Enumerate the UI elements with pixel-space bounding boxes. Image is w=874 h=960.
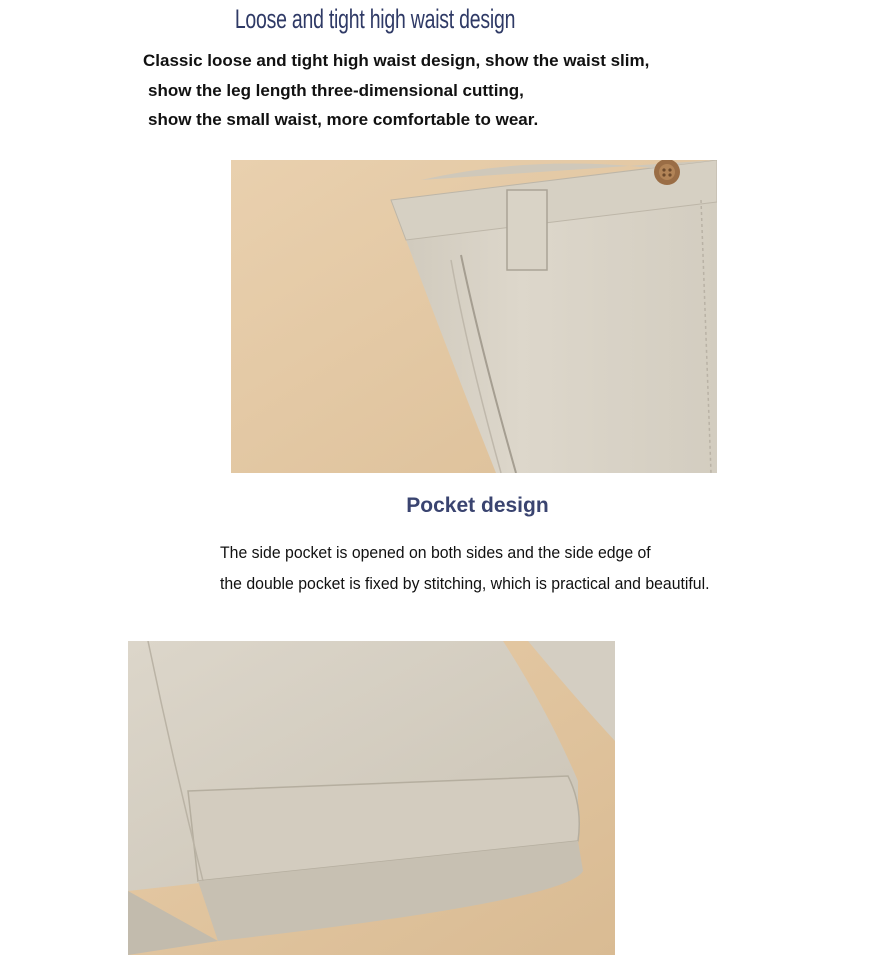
- hem-photo: [128, 641, 615, 955]
- waist-line-1: Classic loose and tight high waist design, show the waist slim,: [143, 51, 650, 70]
- waist-photo: [231, 160, 717, 473]
- pocket-description: [220, 538, 797, 599]
- waist-description: [143, 46, 743, 135]
- pocket-line-2: the double pocket is fixed by stitching, which is practical and beautiful.: [220, 573, 710, 593]
- waist-line-3: show the small waist, more comfortable to wear.: [148, 110, 539, 129]
- section-title-waist: Loose and tight high waist design: [234, 4, 516, 34]
- waist-line-2: show the leg length three-dimensional cutting,: [148, 80, 524, 100]
- pocket-line-1: The side pocket is opened on both sides and the side edge of: [220, 543, 651, 562]
- section-title-pocket: Pocket design: [406, 494, 549, 517]
